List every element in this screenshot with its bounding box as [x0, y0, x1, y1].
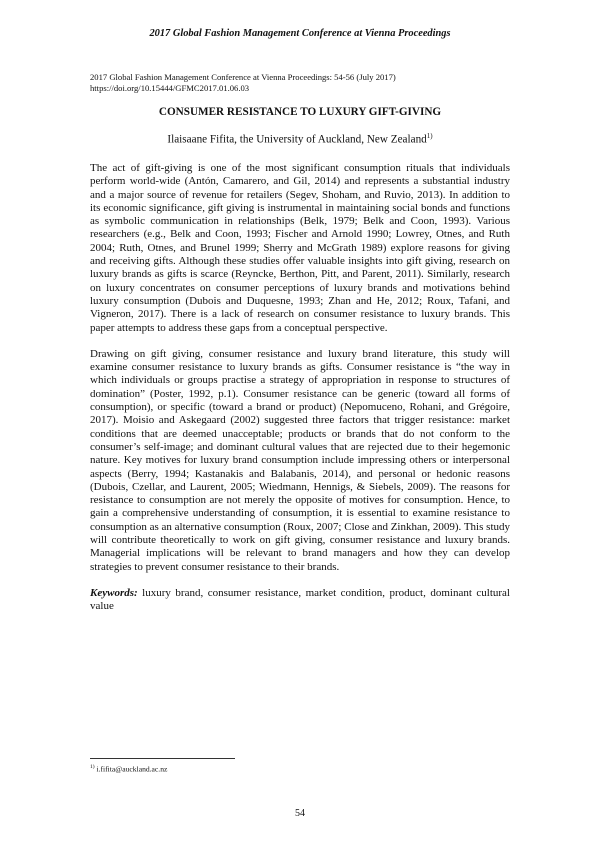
- author-line: [0, 132, 600, 146]
- paper-title: CONSUMER RESISTANCE TO LUXURY GIFT-GIVING: [158, 106, 442, 118]
- footnote-marker: 1): [426, 132, 433, 140]
- footnote-email[interactable]: i.fifita@auckland.ac.nz: [94, 764, 168, 774]
- keywords-text: luxury brand, consumer resistance, market condition, product, dominant cultural value: [90, 586, 510, 613]
- doi-link[interactable]: https://doi.org/10.15444/GFMC2017.01.06.03: [90, 83, 250, 93]
- running-header: 2017 Global Fashion Management Conference at Vienna Proceedings: [149, 28, 451, 39]
- citation-block: [90, 72, 510, 94]
- paragraph-2: Drawing on gift giving, consumer resistance and luxury brand literature, this study will examine consumer resistance to luxury brands as gifts. Consumer resistance is “the way in which individuals or groups practise a strategy of appropriation in response to structures of domination” (Poster, 1992, p.1). Consumer resistance can be generic (toward all forms of consumption), or specific (toward a brand or product) (Nepomuceno, Rohani, and Grégoire, 2017). Moisio and Askegaard (2002) suggested three factors that trigger resistance: market conditions that are deemed unacceptable; products or brands that do not conform to the consumer’s self-image; and dominant cultural values that are rejected due to their hegemonic nature. Key motives for luxury brand consumption include impressing others or interpersonal aspects (Berry, 1994; Kastanakis and Balabanis, 2014), and personal or hedonic reasons (Dubois, Czellar, and Laurent, 2005; Wiedmann, Hennigs, & Siebels, 2009). The reasons for resistance to consumption are not merely the opposite of motives for consumption. Hence, to gain a comprehensive understanding of consumption, it is essential to examine resistance to consumption as an alternative consumption (Roux, 2007; Close and Zinkhan, 2009). This study will contribute theoretically to work on gift giving, consumer resistance and luxury brands. Managerial implications will be relevant to brand managers and how they can develop strategies to prevent consumer resistance to their brands.: [90, 347, 510, 573]
- footnote-number: 1): [90, 764, 95, 770]
- abstract-body: [90, 162, 510, 627]
- keywords: [90, 587, 510, 614]
- keywords-label: Keywords:: [90, 586, 138, 599]
- author-name: Ilaisaane Fifita, the University of Auckland, New Zealand: [167, 133, 427, 146]
- page-number: 54: [295, 808, 305, 819]
- paragraph-1: The act of gift-giving is one of the most significant consumption rituals that individuals perform world-wide (Antón, Camarero, and Gil, 2014) and represents a substantial industry and a major source of revenue for retailers (Segev, Shoham, and Ruvio, 2013). In addition to its economic significance, gift giving is instrumental in maintaining social bonds and functions as symbolic communication in relationships (Belk, 1979; Belk and Coon, 1993). Various researchers (e.g., Belk and Coon, 1993; Fischer and Arnold 1990; Lowrey, Otnes, and Ruth 2004; Ruth, Otnes, and Brunel 1999; Sherry and McGrath 1989) explore reasons for giving and receiving gifts. Although these studies offer valuable insights into gift giving, research on luxury brands as gifts is scarce (Reyncke, Berthon, Pitt, and Parent, 2011). Similarly, research on luxury concentrates on consumer perceptions of luxury brands and motivations behind luxury consumption (Dubois and Duquesne, 1993; Zhan and He, 2012; Roux, Tafani, and Vigneron, 2017). There is a lack of research on consumer resistance to luxury brands. This paper attempts to address these gaps from a conceptual perspective.: [90, 162, 510, 334]
- footnote-divider: [90, 758, 235, 759]
- footnote: [90, 764, 167, 774]
- citation-line: 2017 Global Fashion Management Conference at Vienna Proceedings: 54-56 (July 2017): [90, 72, 396, 82]
